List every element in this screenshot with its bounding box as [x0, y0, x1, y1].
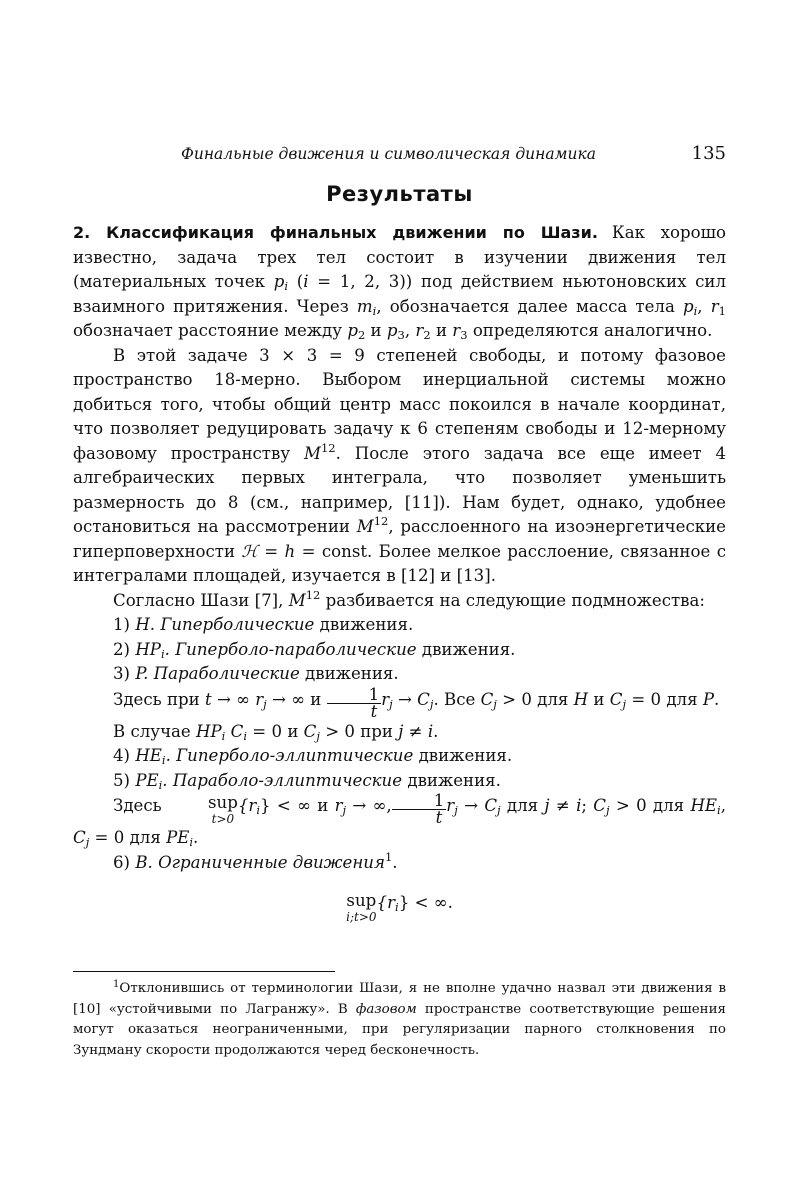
- math: j ≠ i: [398, 721, 434, 741]
- math: →: [457, 796, 485, 815]
- body-text: [73, 221, 726, 924]
- footnote-number: 1: [113, 979, 120, 990]
- math: r: [452, 321, 461, 340]
- text: движения.: [314, 615, 414, 634]
- text: = 0 и: [247, 721, 304, 741]
- text: 3): [113, 664, 136, 683]
- math: {r: [376, 893, 396, 912]
- math: }: [398, 893, 410, 912]
- text: > 0 для: [609, 796, 691, 815]
- text: (: [288, 272, 304, 291]
- footnote-rule: [73, 971, 335, 972]
- text: = const. Более мелкое расслоение, связанное с интегралами площадей, изучается в [12] и [13].: [73, 541, 726, 585]
- math: 2: [423, 328, 431, 342]
- section-heading: Результаты: [326, 182, 473, 206]
- text: . Параболо-эллиптические: [162, 770, 403, 790]
- text: обозначает расстояние между: [73, 321, 348, 340]
- math: j: [622, 696, 627, 711]
- text: движения.: [299, 664, 399, 683]
- math: t>0: [211, 812, 235, 826]
- math: p: [682, 296, 694, 316]
- math: B: [135, 852, 148, 872]
- math: → ∞: [266, 689, 306, 709]
- text: движения.: [402, 770, 501, 790]
- math: < ∞.: [409, 893, 453, 912]
- text: ,: [697, 296, 711, 316]
- paragraph-chazy: [73, 589, 726, 614]
- text: > 0 для: [496, 689, 574, 709]
- math: HE: [690, 796, 718, 815]
- math: i: [284, 279, 289, 293]
- math: →: [392, 689, 418, 709]
- text: и: [305, 689, 327, 709]
- text: движения.: [416, 639, 516, 659]
- sup-operator: [168, 793, 238, 826]
- math: → ∞,: [346, 796, 392, 815]
- text: > 0 при: [319, 721, 399, 741]
- math: 1: [718, 303, 726, 318]
- list-item-2: [113, 638, 726, 663]
- math: j: [389, 696, 393, 711]
- math: i: [372, 303, 377, 318]
- math: sup: [346, 891, 377, 910]
- math: j: [316, 728, 320, 743]
- numerator: 1: [392, 793, 447, 810]
- text: . Гиперболо-параболические: [164, 639, 417, 659]
- math: i: [243, 728, 248, 743]
- list-item-4: [113, 744, 726, 769]
- math: C: [484, 796, 498, 815]
- text: . Ограниченные движения: [147, 852, 385, 872]
- math: i: [395, 900, 399, 914]
- subsection-title: 2. Классификация финальных движении по Шази.: [73, 223, 598, 242]
- list-item-1: [113, 613, 726, 638]
- page-number: 135: [691, 143, 726, 164]
- math: j: [454, 803, 458, 817]
- text: и: [430, 321, 453, 340]
- math: i: [303, 272, 309, 291]
- math: i: [693, 303, 698, 318]
- text: .: [433, 721, 439, 741]
- math: j: [85, 835, 90, 849]
- math: H: [135, 615, 150, 634]
- text: Согласно Шази [7],: [113, 590, 289, 610]
- running-head: [73, 143, 726, 167]
- math: P: [135, 664, 144, 683]
- math: HP: [196, 721, 222, 741]
- math: j: [342, 803, 347, 817]
- text: Отклонившись от терминологии Шази, я не вполне удачно назвал эти движения в [10] «устойчивыми по Лагранжу». В: [73, 981, 726, 1017]
- text: фазовом: [355, 1001, 417, 1017]
- math: 12: [320, 440, 336, 455]
- math: H: [573, 689, 589, 709]
- math: 2: [357, 328, 366, 342]
- list-item-3: [113, 662, 726, 687]
- math: i: [256, 803, 261, 817]
- text: движения.: [413, 746, 513, 765]
- math: HE: [135, 746, 162, 765]
- footnote-marker: 1: [384, 849, 393, 864]
- text: = 0 для: [89, 828, 167, 847]
- text: . Гиперболические: [149, 615, 315, 634]
- math: }: [260, 796, 271, 815]
- math: r: [334, 796, 343, 815]
- math: sup: [208, 793, 238, 812]
- math: C: [73, 828, 86, 847]
- fraction: [327, 684, 382, 721]
- math: i: [189, 835, 194, 849]
- text: Здесь: [113, 796, 169, 815]
- paragraph-phase-space: [73, 344, 726, 589]
- math: r: [255, 689, 264, 709]
- text: 2): [113, 639, 136, 659]
- paragraph-limits: [73, 684, 726, 721]
- footnote: [73, 979, 726, 1061]
- text: для: [500, 796, 545, 815]
- math: i;t>0: [346, 910, 377, 924]
- list-item-6: [113, 851, 726, 876]
- math: t → ∞: [205, 689, 250, 709]
- math: 3: [397, 328, 405, 342]
- paragraph-hp-case: [73, 720, 726, 745]
- text: . После этого задача все еще имеет 4 алгебраических первых интеграла, что позволяет уменьшить размерность до 8 (см., например, [11]). Нам будет, однако, удобнее остановиться на рассмотрении: [73, 443, 726, 536]
- sup-operator: [346, 891, 376, 924]
- math: C: [609, 689, 623, 709]
- text: , расслоенного на изоэнергетические гиперповерхности: [73, 517, 726, 561]
- text: .: [392, 852, 398, 872]
- display-formula: [73, 891, 726, 924]
- text: . Все: [433, 689, 481, 709]
- fraction: [392, 793, 447, 826]
- text: 5): [113, 770, 136, 790]
- math: i: [717, 803, 721, 817]
- math: 12: [373, 514, 389, 528]
- text: 4): [113, 746, 136, 765]
- denominator: t: [435, 808, 443, 827]
- text: и: [365, 321, 387, 340]
- text: и: [588, 689, 610, 709]
- math: i: [158, 777, 163, 792]
- math: j: [493, 696, 497, 711]
- math: j ≠ i: [544, 796, 582, 815]
- text: 1): [113, 615, 136, 634]
- running-head-title: Финальные движения и символическая динамика: [181, 145, 596, 163]
- math: r: [446, 796, 455, 815]
- math: ℋ = h: [241, 541, 296, 561]
- math: P: [702, 689, 715, 709]
- math: HP: [135, 639, 161, 659]
- numerator: 1: [327, 687, 382, 704]
- text: .: [714, 689, 720, 709]
- math: M: [356, 517, 374, 536]
- math: PE: [166, 828, 190, 847]
- text: ,: [404, 321, 416, 340]
- math: M: [303, 443, 321, 463]
- math: 3: [460, 328, 468, 342]
- text: 6): [113, 852, 136, 872]
- math: j: [497, 803, 501, 817]
- text: < ∞ и: [270, 796, 335, 815]
- text: . Гиперболо-эллиптические: [165, 746, 414, 765]
- math: PE: [135, 770, 159, 790]
- math: C: [417, 689, 430, 709]
- paragraph-intro: [73, 221, 726, 344]
- text: В этой задаче 3 × 3 = 9 степеней свободы, и потому фазовое пространство 18-мерно. Выбором инерциальной системы можно добиться того, чтобы общий центр масс покоился в начале координат, что позволяет редуцировать задачу к 6 степеням свободы и 12-мерному фазовому пространству: [73, 345, 726, 463]
- math: C: [303, 721, 317, 741]
- math: C: [593, 796, 606, 815]
- math: j: [263, 696, 267, 711]
- math: 12: [305, 587, 321, 602]
- math: r: [381, 689, 390, 709]
- math: i: [221, 728, 226, 743]
- text: . Параболические: [143, 664, 300, 683]
- text: разбивается на следующие подмножества:: [320, 590, 706, 610]
- math: j: [429, 696, 434, 711]
- math: i: [160, 646, 165, 661]
- math: p: [386, 321, 398, 340]
- math: m: [356, 296, 373, 316]
- math: {r: [237, 796, 257, 815]
- text: пространстве соответствующие решения могут оказаться неограниченными, при регуляризации парного столкновения по Зундману скорости продолжаются черед бесконечность.: [73, 1001, 726, 1058]
- text: , обозначается далее масса тела: [376, 296, 683, 316]
- math: p: [347, 321, 358, 340]
- text: = 0 для: [626, 689, 703, 709]
- text: .: [193, 828, 199, 847]
- text: ;: [581, 796, 594, 815]
- math: C: [230, 721, 244, 741]
- denominator: t: [370, 701, 378, 721]
- math: i: [161, 753, 166, 767]
- text: В случае: [113, 721, 197, 741]
- text: Как хорошо известно, задача трех тел состоит в изучении движения тел (материальных точек: [73, 223, 726, 291]
- math: r: [415, 321, 424, 340]
- math: p: [273, 272, 285, 291]
- list-item-5: [113, 769, 726, 794]
- paragraph-sup: [73, 793, 726, 851]
- math: r: [710, 296, 719, 316]
- text: ,: [720, 796, 727, 815]
- math: C: [480, 689, 494, 709]
- math: j: [605, 803, 610, 817]
- math: M: [288, 590, 306, 610]
- text: = 1, 2, 3)) под действием ньютоновских сил взаимного притяжения. Через: [73, 272, 727, 316]
- text: определяются аналогично.: [467, 321, 713, 340]
- text: Здесь при: [113, 689, 205, 709]
